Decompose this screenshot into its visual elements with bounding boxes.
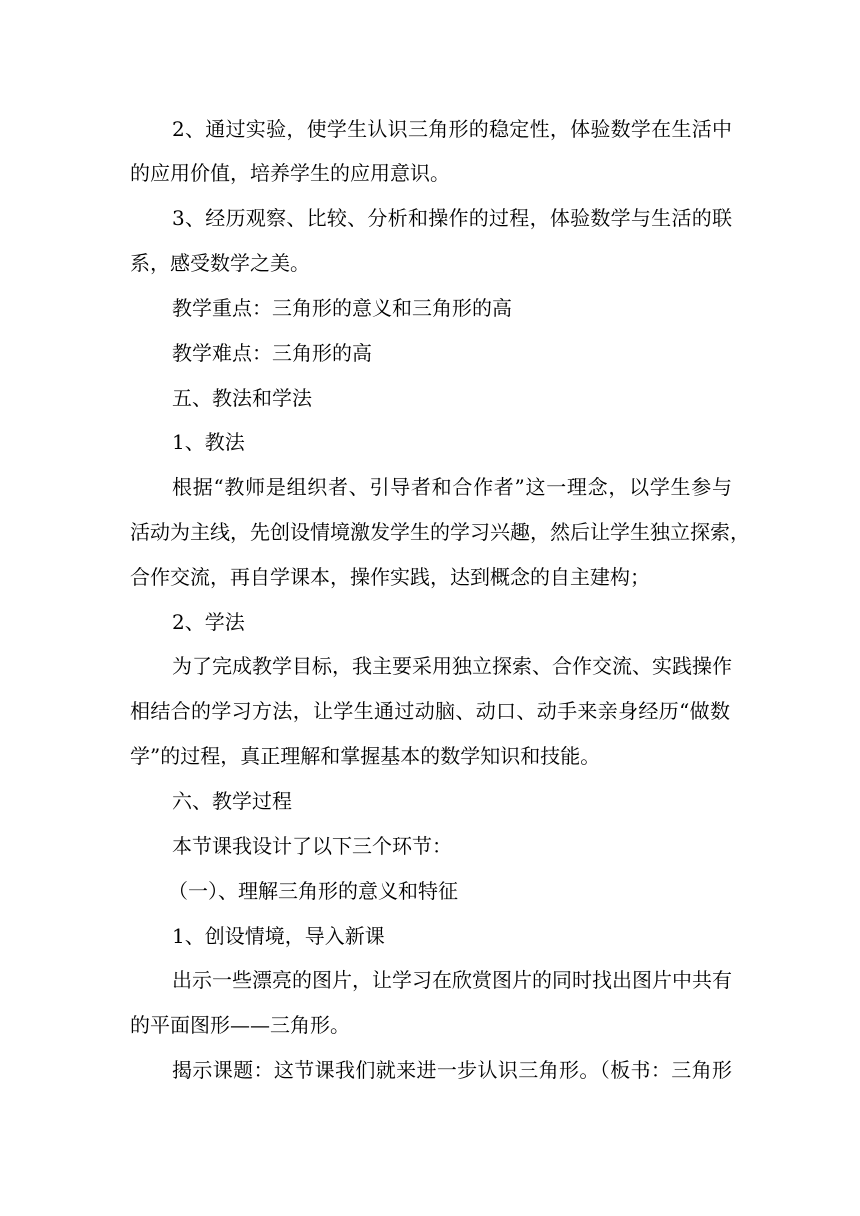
paragraph-line: 合作交流，再自学课本，操作实践，达到概念的自主建构； (130, 565, 650, 589)
paragraph-line: 为了完成教学目标，我主要采用独立探索、合作交流、实践操作 (172, 654, 732, 678)
paragraph-line: 学”的过程，真正理解和掌握基本的数学知识和技能。 (130, 744, 601, 768)
paragraph-line: 的平面图形——三角形。 (130, 1013, 350, 1037)
subsection-heading: 1、教法 (172, 430, 245, 454)
paragraph-line: 相结合的学习方法，让学生通过动脑、动口、动手来亲身经历“做数 (130, 699, 730, 723)
section-heading: 五、教法和学法 (172, 386, 312, 410)
paragraph-line: 2、通过实验，使学生认识三角形的稳定性，体验数学在生活中 (172, 117, 732, 141)
paragraph-line: 揭示课题：这节课我们就来进一步认识三角形。（板书：三角形 (172, 1058, 732, 1082)
paragraph-line: 教学重点：三角形的意义和三角形的高 (172, 296, 512, 320)
paragraph-line: 根据“教师是组织者、引导者和合作者”这一理念，以学生参与 (172, 475, 732, 499)
paragraph-line: 出示一些漂亮的图片，让学习在欣赏图片的同时找出图片中共有 (172, 968, 732, 992)
section-heading: 六、教学过程 (172, 789, 292, 813)
paragraph-line: 的应用价值，培养学生的应用意识。 (130, 161, 450, 185)
subsection-heading: 1、创设情境，导入新课 (172, 924, 385, 948)
paragraph-line: 系，感受数学之美。 (130, 251, 310, 275)
paragraph-line: 教学难点：三角形的高 (172, 341, 372, 365)
subsection-heading: 2、学法 (172, 610, 245, 634)
paragraph-line: 3、经历观察、比较、分析和操作的过程，体验数学与生活的联 (172, 206, 732, 230)
paragraph-line: 本节课我设计了以下三个环节： (172, 834, 452, 858)
subsection-heading: （一）、理解三角形的意义和特征 (168, 879, 458, 903)
paragraph-line: 活动为主线，先创设情境激发学生的学习兴趣，然后让学生独立探索， (130, 520, 750, 544)
